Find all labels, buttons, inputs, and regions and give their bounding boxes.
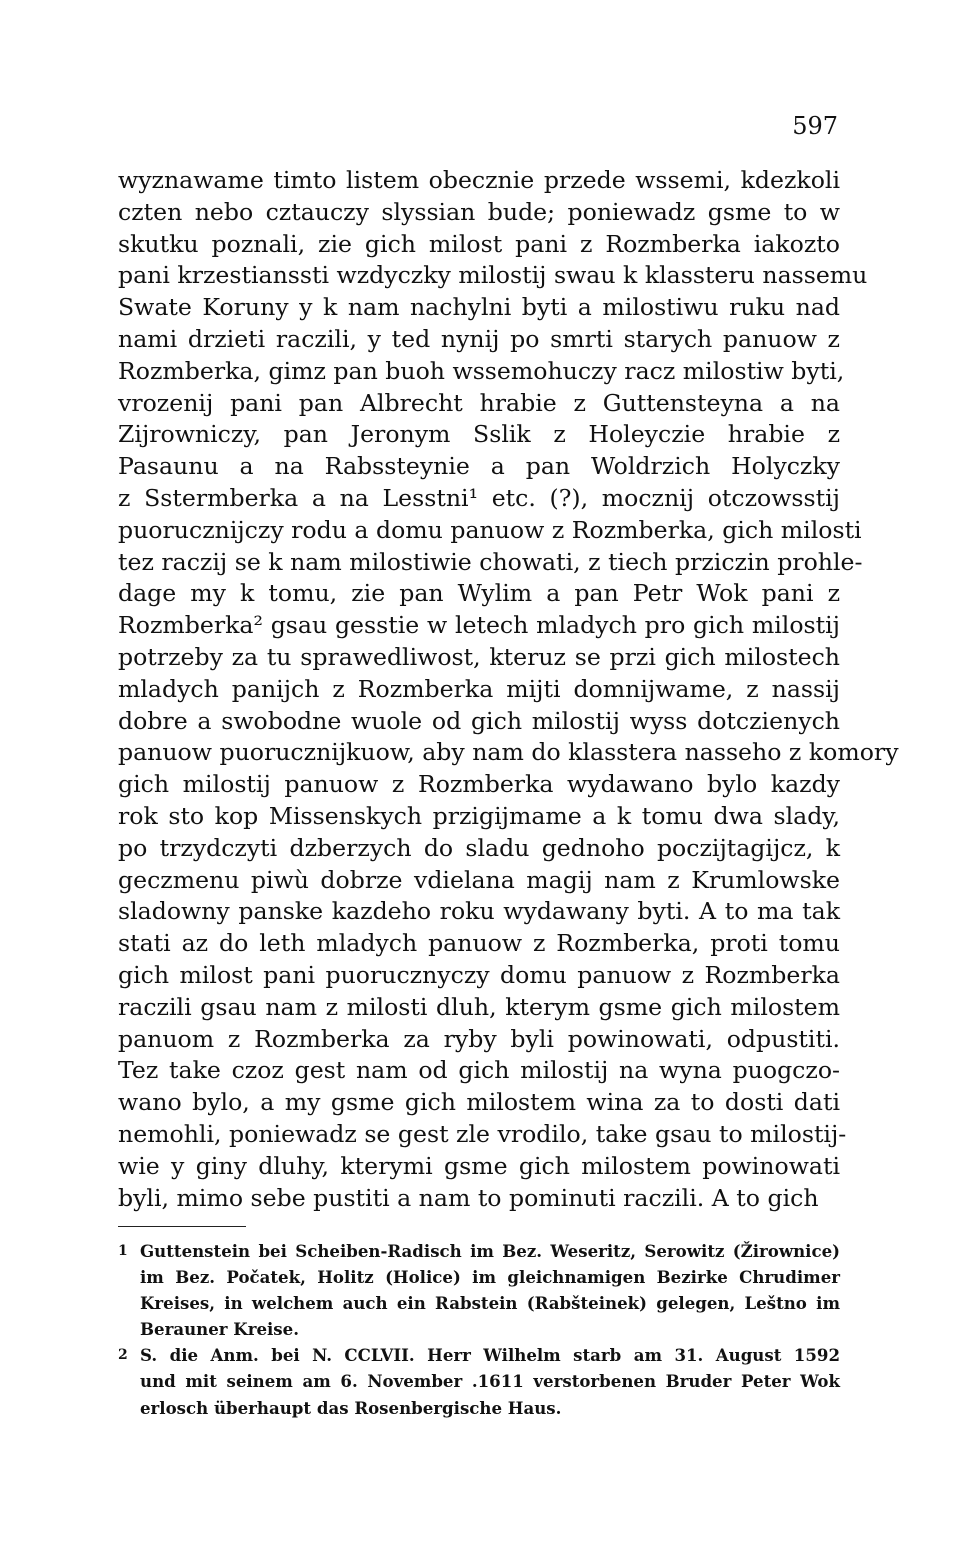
text-line: nemohli, poniewadz se gest zle vrodilo, take gsau to milostij- (118, 1119, 847, 1148)
page-number: 597 (792, 112, 838, 140)
text-line: puorucznijczy rodu a domu panuow z Rozmberka, gich milosti (118, 515, 862, 544)
text-line: stati az do leth mladych panuow z Rozmberka, proti tomu (118, 929, 840, 958)
text-line: dobre a swobodne wuole od gich milostij wyss dotczienych (118, 706, 840, 735)
footnote-marker: 1 (118, 1243, 128, 1259)
footnote-separator (118, 1226, 246, 1227)
text-line: wie y giny dluhy, kterymi gsme gich milostem powinowati (118, 1151, 840, 1180)
text-line: gich milostij panuow z Rozmberka wydawano bylo kazdy (118, 770, 840, 799)
text-line: skutku poznali, zie gich milost pani z Rozmberka iakozto (118, 229, 840, 258)
footnote-line: Kreises, in welchem auch ein Rabstein (Rabšteinek) gelegen, Leštno im (140, 1293, 840, 1314)
text-line: panuow puorucznijkuow, aby nam do klasstera nasseho z komory (118, 738, 899, 767)
text-line: nami drzieti raczili, y ted nynij po smrti starych panuow z (118, 324, 840, 353)
text-line: z Sstermberka a na Lesstni¹ etc. (?), mocznij otczowsstij (118, 483, 840, 512)
text-line: sladowny panske kazdeho roku wydawany byti. A to ma tak (118, 897, 840, 926)
text-line: Zijrowniczy, pan Jeronym Sslik z Holeyczie hrabie z (118, 420, 840, 449)
footnote (118, 1342, 840, 1420)
footnotes (118, 1238, 840, 1421)
text-line: Rozmberka, gimz pan buoh wssemohuczy racz milostiw byti, (118, 356, 845, 385)
footnote-line: und mit seinem am 6. November .1611 verstorbenen Bruder Peter Wok (140, 1371, 840, 1392)
footnote-line: Berauner Kreise. (140, 1319, 299, 1340)
text-line: panuom z Rozmberka za ryby byli powinowati, odpustiti. (118, 1024, 840, 1053)
text-line: mladych panijch z Rozmberka mijti domnijwame, z nassij (118, 674, 840, 703)
footnote-line: S. die Anm. bei N. CCLVII. Herr Wilhelm starb am 31. August 1592 (140, 1345, 840, 1366)
text-line: Pasaunu a na Rabssteynie a pan Woldrzich Holyczky (118, 452, 840, 481)
text-line: po trzydczyti dzberzych do sladu gednoho poczijtagijcz, k (118, 833, 840, 862)
footnote-line: im Bez. Počatek, Holitz (Holice) im gleichnamigen Bezirke Chrudimer (140, 1267, 840, 1288)
text-line: rok sto kop Missenskych przigijmame a k tomu dwa slady, (118, 801, 840, 830)
footnote (118, 1238, 840, 1342)
text-line: potrzeby za tu sprawedliwost, kteruz se przi gich milostech (118, 642, 840, 671)
text-line: gich milost pani puorucznyczy domu panuow z Rozmberka (118, 960, 840, 989)
text-line: Swate Koruny y k nam nachylni byti a milostiwu ruku nad (118, 293, 840, 322)
text-line: geczmenu piwù dobrze vdielana magij nam z Krumlowske (118, 865, 840, 894)
footnote-line: Guttenstein bei Scheiben-Radisch im Bez. Weseritz, Serowitz (Žirownice) (140, 1241, 840, 1261)
body-text (118, 165, 899, 1214)
text-line: czten nebo cztauczy slyssian bude; poniewadz gsme to w (118, 197, 840, 226)
text-line: vrozenij pani pan Albrecht hrabie z Guttensteyna a na (118, 388, 840, 417)
text-line: Tez take czoz gest nam od gich milostij na wyna puogczo- (118, 1056, 840, 1085)
text-line: pani krzestianssti wzdyczky milostij swau k klassteru nassemu (118, 261, 868, 290)
text-line: raczili gsau nam z milosti dluh, kterym gsme gich milostem (118, 992, 840, 1021)
text-line: tez raczij se k nam milostiwie chowati, z tiech prziczin prohle- (118, 547, 863, 576)
text-line: byli, mimo sebe pustiti a nam to pominuti raczili. A to gich (118, 1183, 819, 1212)
text-line: wano bylo, a my gsme gich milostem wina za to dosti dati (118, 1088, 840, 1117)
footnote-line: erlosch überhaupt das Rosenbergische Haus. (140, 1397, 562, 1418)
text-line: dage my k tomu, zie pan Wylim a pan Petr Wok pani z (118, 579, 840, 608)
text-line: Rozmberka² gsau gesstie w letech mladych pro gich milostij (118, 611, 840, 640)
text-line: wyznawame timto listem obecznie przede wssemi, kdezkoli (118, 166, 840, 194)
footnote-marker: 2 (118, 1347, 128, 1364)
